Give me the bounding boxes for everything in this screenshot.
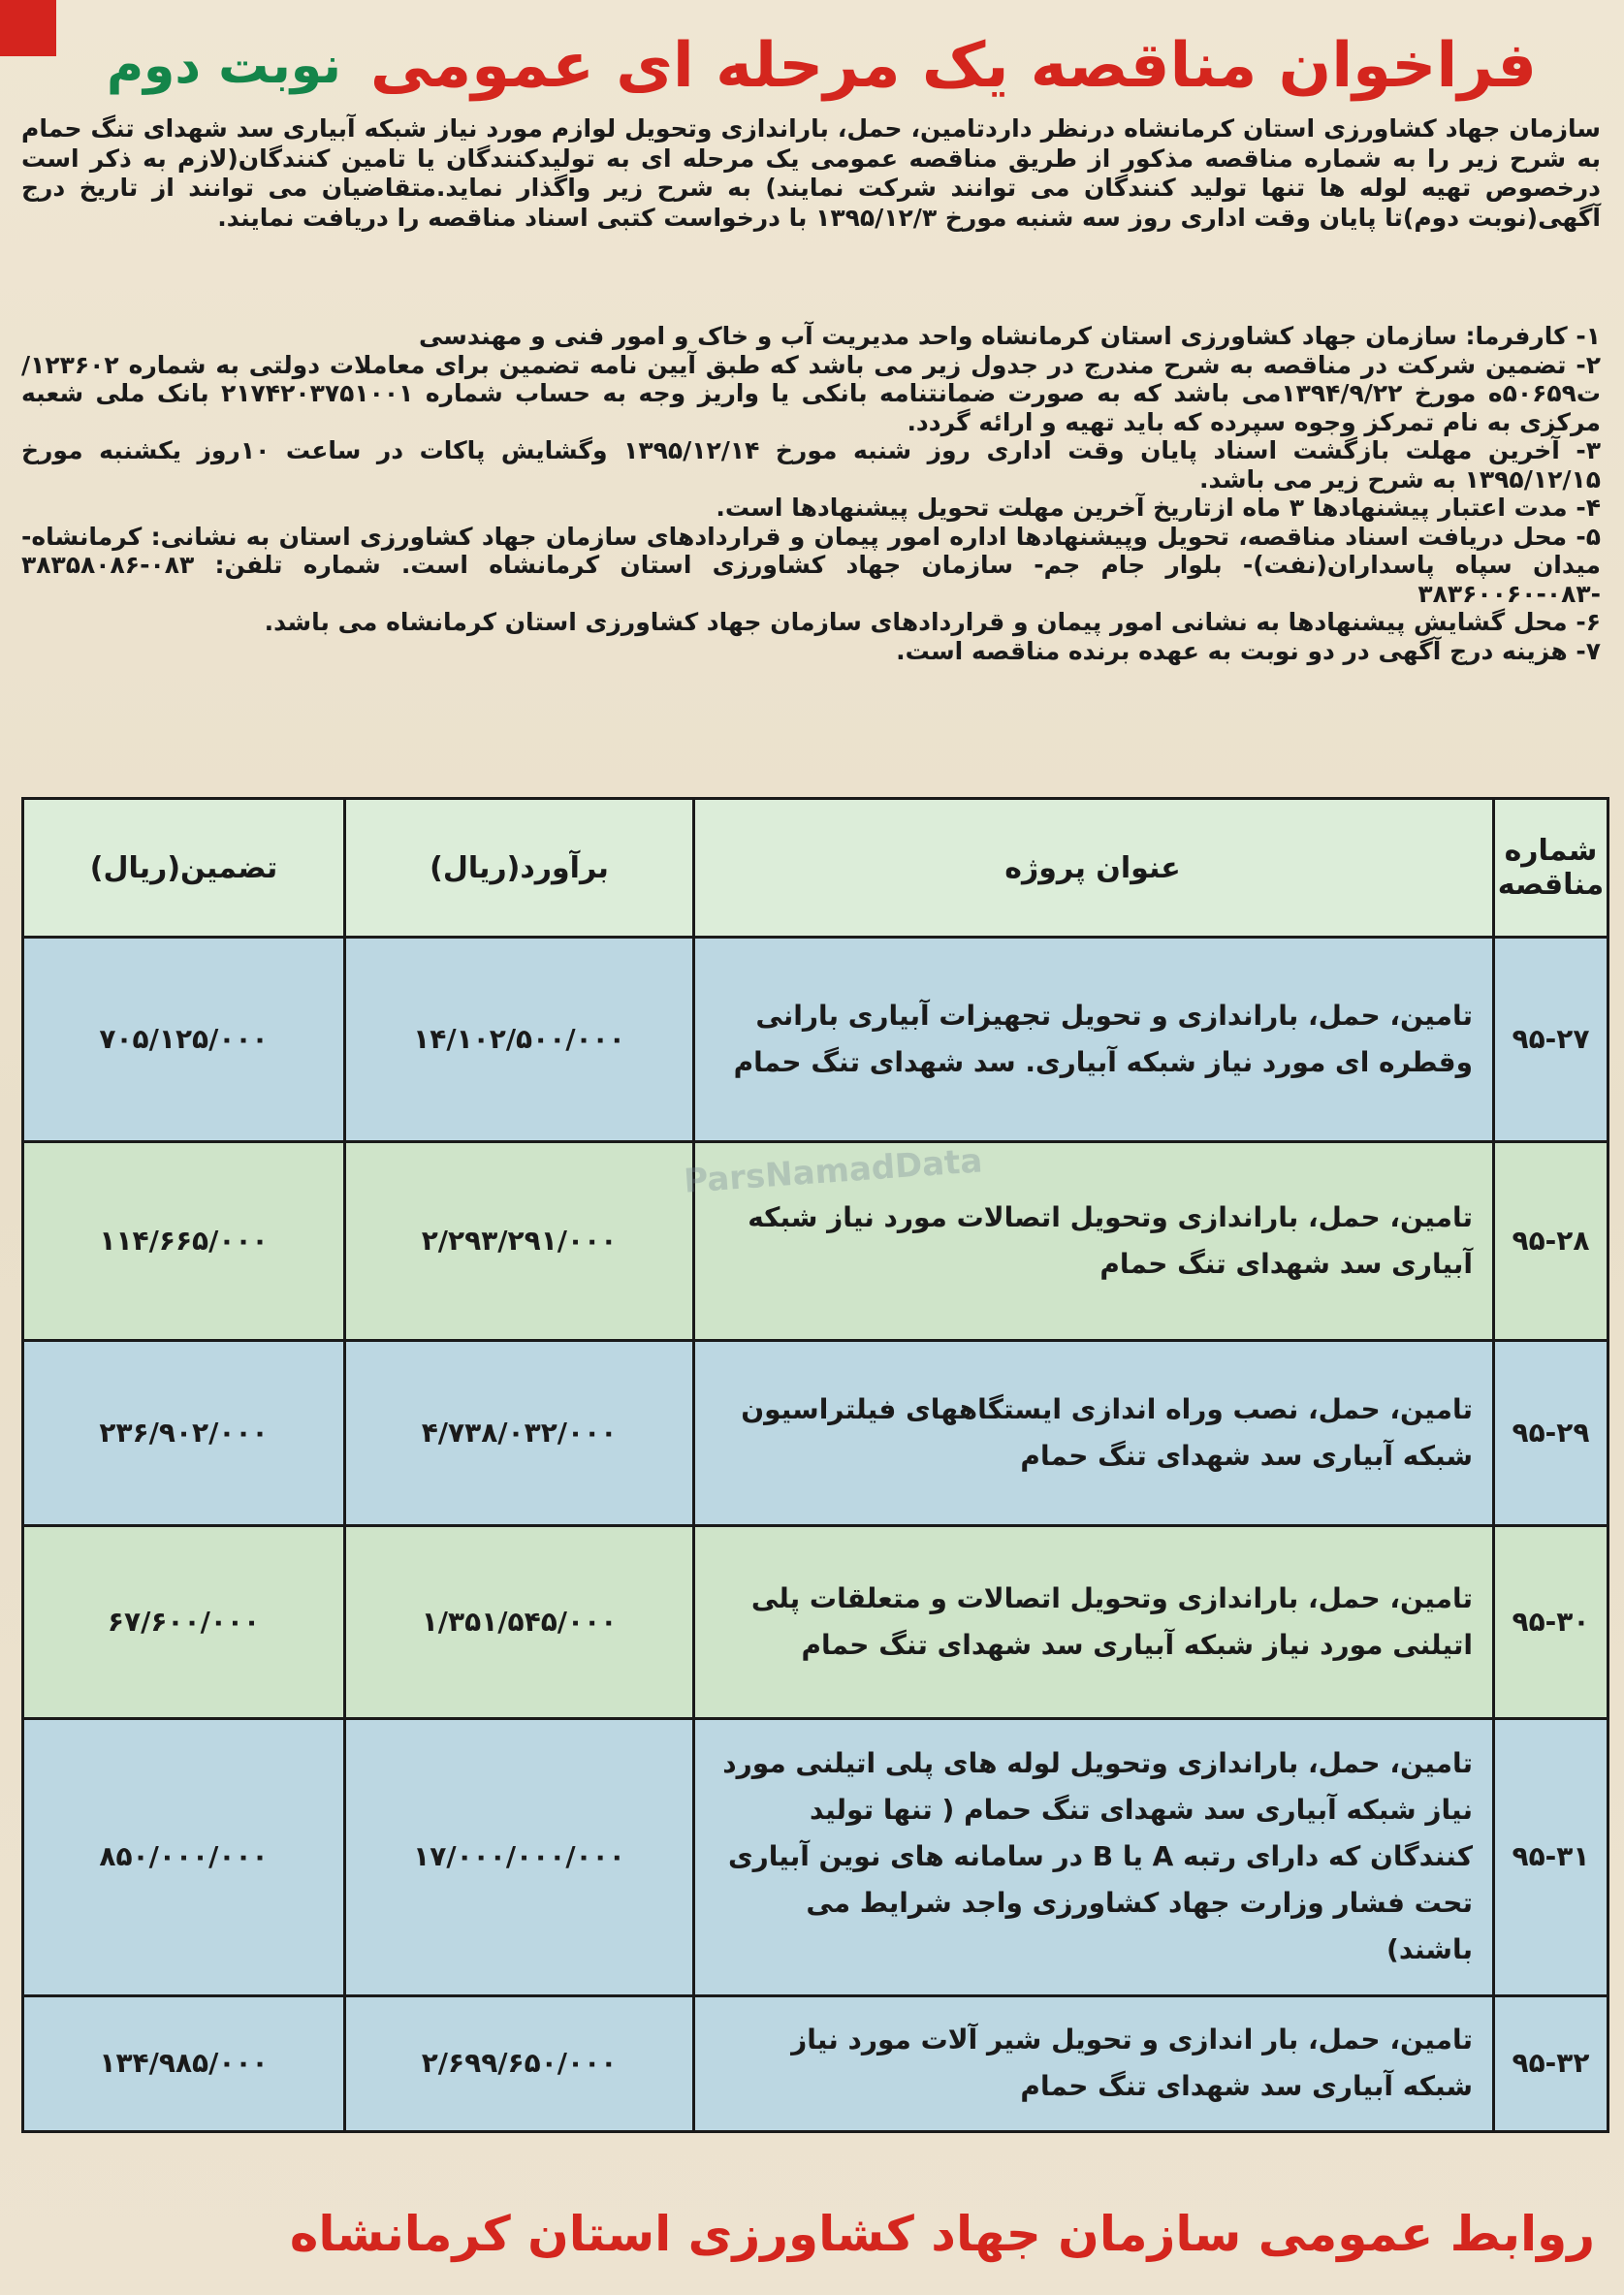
page-title: فراخوان مناقصه یک مرحله ای عمومی (369, 30, 1538, 102)
row-number: ۹۵-۳۱ (1494, 1718, 1608, 1995)
title-row (58, 8, 1585, 124)
row-title: تامین، حمل، باراندازی وتحویل لوله های پلی اتیلنی مورد نیاز شبکه آبیاری سد شهدای تنگ حمام ( تنها تولید کنندگان که دارای رتبه A یا B در سامانه های نوین آبیاری تحت فشار وزارت جهاد کشاورزی واجد شرایط می باشند) (694, 1718, 1494, 1995)
row-number: ۹۵-۲۹ (1494, 1340, 1608, 1526)
corner-red-mark (0, 0, 56, 56)
clause-item: ۱- کارفرما: سازمان جهاد کشاورزی استان کرمانشاه واحد مدیریت آب و خاک و امور فنی و مهندسی (418, 322, 1601, 350)
row-estimate: ۱۷/۰۰۰/۰۰۰/۰۰۰ (345, 1718, 694, 1995)
round-label: نوبت دوم (106, 37, 341, 95)
table-header-row (23, 799, 1608, 938)
row-estimate: ۱/۳۵۱/۵۴۵/۰۰۰ (345, 1526, 694, 1718)
header-guarantee: تضمین(ریال) (23, 799, 345, 938)
row-guarantee: ۱۳۴/۹۸۵/۰۰۰ (23, 1995, 345, 2131)
row-guarantee: ۷۰۵/۱۲۵/۰۰۰ (23, 938, 345, 1142)
clause-item: ۴- مدت اعتبار پیشنهادها ۳ ماه ازتاریخ آخرین مهلت تحویل پیشنهادها است. (716, 494, 1601, 522)
row-guarantee: ۱۱۴/۶۶۵/۰۰۰ (23, 1142, 345, 1341)
watermark: ParsNamadData (683, 1141, 984, 1201)
row-number: ۹۵-۳۲ (1494, 1995, 1608, 2131)
header-number: شماره مناقصه (1494, 799, 1608, 938)
tender-table (21, 797, 1609, 2133)
intro-text: سازمان جهاد کشاورزی استان کرمانشاه درنظر داردتامین، حمل، باراندازی وتحویل لوازم مورد نیاز شبکه آبیاری سد شهدای تنگ حمام به شرح زیر را به شماره مناقصه مذکور از طریق مناقصه عمومی یک مرحله ای به تولیدکنندگان یا تامین کنندگان(لازم به ذکر است درخصوص تهیه لوله ها تنها تولید کنندگان می توانند شرکت نمایند) به شرح زیر واگذار نماید.متقاضیان می توانند از تاریخ درج آگهی(نوبت دوم)تا پایان وقت اداری روز سه شنبه مورخ ۱۳۹۵/۱۲/۳ با درخواست کتبی اسناد مناقصه را دریافت نمایند. (21, 114, 1601, 232)
row-title: تامین، حمل، باراندازی وتحویل اتصالات مورد نیاز شبکه آبیاری سد شهدای تنگ حمام (694, 1142, 1494, 1341)
row-estimate: ۲/۲۹۳/۲۹۱/۰۰۰ (345, 1142, 694, 1341)
clause-item: ۷- هزینه درج آگهی در دو نوبت به عهده برنده مناقصه است. (896, 636, 1601, 665)
row-number: ۹۵-۲۷ (1494, 938, 1608, 1142)
table-row (23, 938, 1608, 1142)
clause-item: ۳- آخرین مهلت بازگشت اسناد پایان وقت اداری روز شنبه مورخ ۱۳۹۵/۱۲/۱۴ وگشایش پاکات در ساعت ۱۰روز یکشنبه مورخ ۱۳۹۵/۱۲/۱۵ به شرح زیر می باشد. (21, 436, 1601, 494)
clause-item: ۶- محل گشایش پیشنهادها به نشانی امور پیمان و قراردادهای سازمان جهاد کشاورزی استان کرمانشاه می باشد. (264, 608, 1601, 636)
table-row (23, 1718, 1608, 1995)
table-row (23, 1526, 1608, 1718)
row-guarantee: ۸۵۰/۰۰۰/۰۰۰ (23, 1718, 345, 1995)
clauses-list (21, 322, 1601, 665)
row-estimate: ۱۴/۱۰۲/۵۰۰/۰۰۰ (345, 938, 694, 1142)
row-guarantee: ۲۳۶/۹۰۲/۰۰۰ (23, 1340, 345, 1526)
clause-item: ۵- محل دریافت اسناد مناقصه، تحویل وپیشنهادها اداره امور پیمان و قراردادهای سازمان جهاد کشاورزی استان به نشانی: کرمانشاه- میدان سپاه پاسداران(نفت)- بلوار جام جم- سازمان جهاد کشاورزی استان کرمانشاه است. شماره تلفن: ۰۸۳-۳۸۳۵۸۰۸۶ -۰۸۳-۳۸۳۶۰۰۶۰ (21, 522, 1601, 608)
header-title: عنوان پروژه (694, 799, 1494, 938)
row-number: ۹۵-۳۰ (1494, 1526, 1608, 1718)
row-estimate: ۲/۶۹۹/۶۵۰/۰۰۰ (345, 1995, 694, 2131)
header-estimate: برآورد(ریال) (345, 799, 694, 938)
row-estimate: ۴/۷۳۸/۰۳۲/۰۰۰ (345, 1340, 694, 1526)
row-title: تامین، حمل، نصب وراه اندازی ایستگاههای فیلتراسیون شبکه آبیاری سد شهدای تنگ حمام (694, 1340, 1494, 1526)
row-title: تامین، حمل، بار اندازی و تحویل شیر آلات مورد نیاز شبکه آبیاری سد شهدای تنگ حمام (694, 1995, 1494, 2131)
clause-item: ۲- تضمین شرکت در مناقصه به شرح مندرج در جدول زیر می باشد که طبق آیین نامه تضمین برای معاملات دولتی به شماره ۱۲۳۶۰۲/ت۵۰۶۵۹ه مورخ ۱۳۹۴/۹/۲۲می باشد که به صورت ضمانتنامه بانکی یا واریز وجه به حساب شماره ۲۱۷۴۲۰۳۷۵۱۰۰۱ بانک ملی شعبه مرکزی به نام تمرکز وجوه سپرده که باید تهیه و ارائه گردد. (21, 350, 1601, 436)
table-row (23, 1995, 1608, 2131)
row-number: ۹۵-۲۸ (1494, 1142, 1608, 1341)
footer-signature: روابط عمومی سازمان جهاد کشاورزی استان کرمانشاه (289, 2206, 1595, 2262)
intro-paragraph (21, 114, 1601, 233)
table-row (23, 1340, 1608, 1526)
row-title: تامین، حمل، باراندازی و تحویل تجهیزات آبیاری بارانی وقطره ای مورد نیاز شبکه آبیاری. سد شهدای تنگ حمام (694, 938, 1494, 1142)
row-guarantee: ۶۷/۶۰۰/۰۰۰ (23, 1526, 345, 1718)
row-title: تامین، حمل، باراندازی وتحویل اتصالات و متعلقات پلی اتیلنی مورد نیاز شبکه آبیاری سد شهدای تنگ حمام (694, 1526, 1494, 1718)
